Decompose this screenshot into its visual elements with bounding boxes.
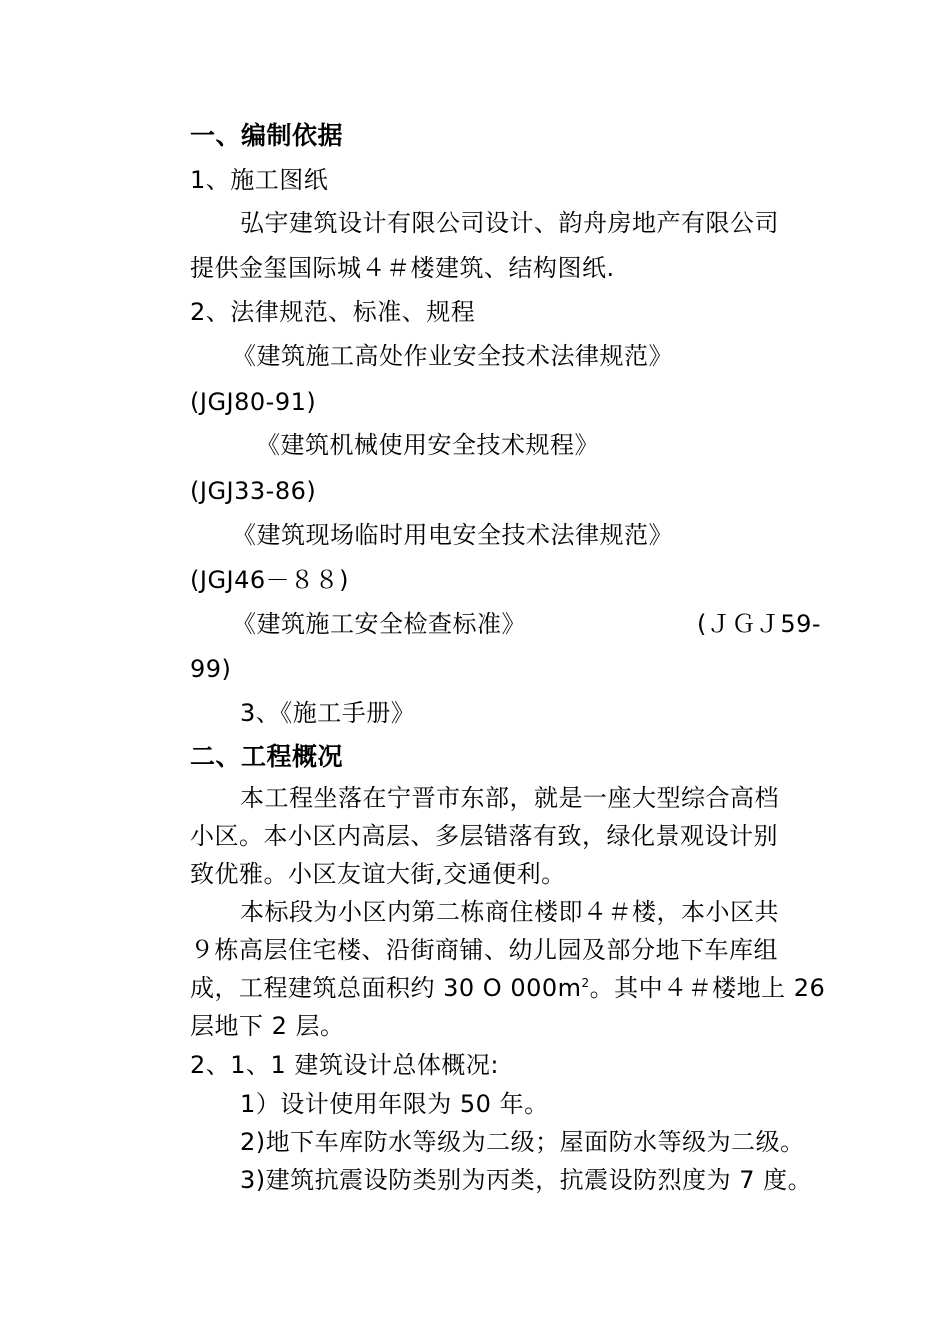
list-item: 2)地下车库防水等级为二级；屋面防水等级为二级。 [240, 1128, 805, 1156]
subsection-2-title: 2、法律规范、标准、规程 [190, 298, 476, 326]
reference-code: (ＪＧＪ59- [697, 610, 822, 638]
reference-title: 《建筑施工安全检查标准》 [232, 610, 526, 638]
paragraph-line: 致优雅。小区友谊大街,交通便利。 [190, 860, 566, 888]
reference-title: 《建筑现场临时用电安全技术法律规范》 [232, 521, 673, 549]
reference-code: (JGJ80-91) [190, 388, 317, 416]
paragraph-line [190, 973, 825, 1003]
reference-code: (JGJ33-86) [190, 477, 317, 505]
paragraph-text: 成，工程建筑总面积约 30 O 000m [190, 974, 582, 1002]
paragraph-line: 弘宇建筑设计有限公司设计、韵舟房地产有限公司 [240, 209, 779, 237]
superscript-two: 2 [581, 976, 590, 990]
list-item: 1）设计使用年限为 50 年。 [240, 1090, 549, 1118]
paragraph-line: 本工程坐落在宁晋市东部，就是一座大型综合高档 [240, 784, 779, 812]
reference-title: 《建筑施工高处作业安全技术法律规范》 [232, 342, 673, 370]
paragraph-line: 小区。本小区内高层、多层错落有致，绿化景观设计别 [190, 822, 778, 850]
subsection-1-title: 1、施工图纸 [190, 166, 329, 194]
paragraph-line: ９栋高层住宅楼、沿街商铺、幼儿园及部分地下车库组 [190, 936, 778, 964]
subsection-211-title: 2、1、1 建筑设计总体概况: [190, 1051, 500, 1079]
paragraph-text: 。其中４＃楼地上 26 [589, 974, 826, 1002]
reference-code: 99) [190, 655, 232, 683]
reference-code: (JGJ46－８８) [190, 566, 350, 594]
paragraph-line: 本标段为小区内第二栋商住楼即４＃楼，本小区共 [240, 898, 779, 926]
paragraph-line: 层地下 2 层。 [190, 1012, 345, 1040]
section-2-title: 二、工程概况 [190, 742, 344, 771]
paragraph-line: 提供金玺国际城４＃楼建筑、结构图纸. [190, 254, 615, 282]
reference-title: 《建筑机械使用安全技术规程》 [256, 431, 599, 459]
list-item: 3)建筑抗震设防类别为丙类，抗震设防烈度为 7 度。 [240, 1166, 813, 1194]
section-1-title: 一、编制依据 [190, 121, 344, 150]
subsection-3-title: 3、《施工手册》 [240, 699, 416, 727]
